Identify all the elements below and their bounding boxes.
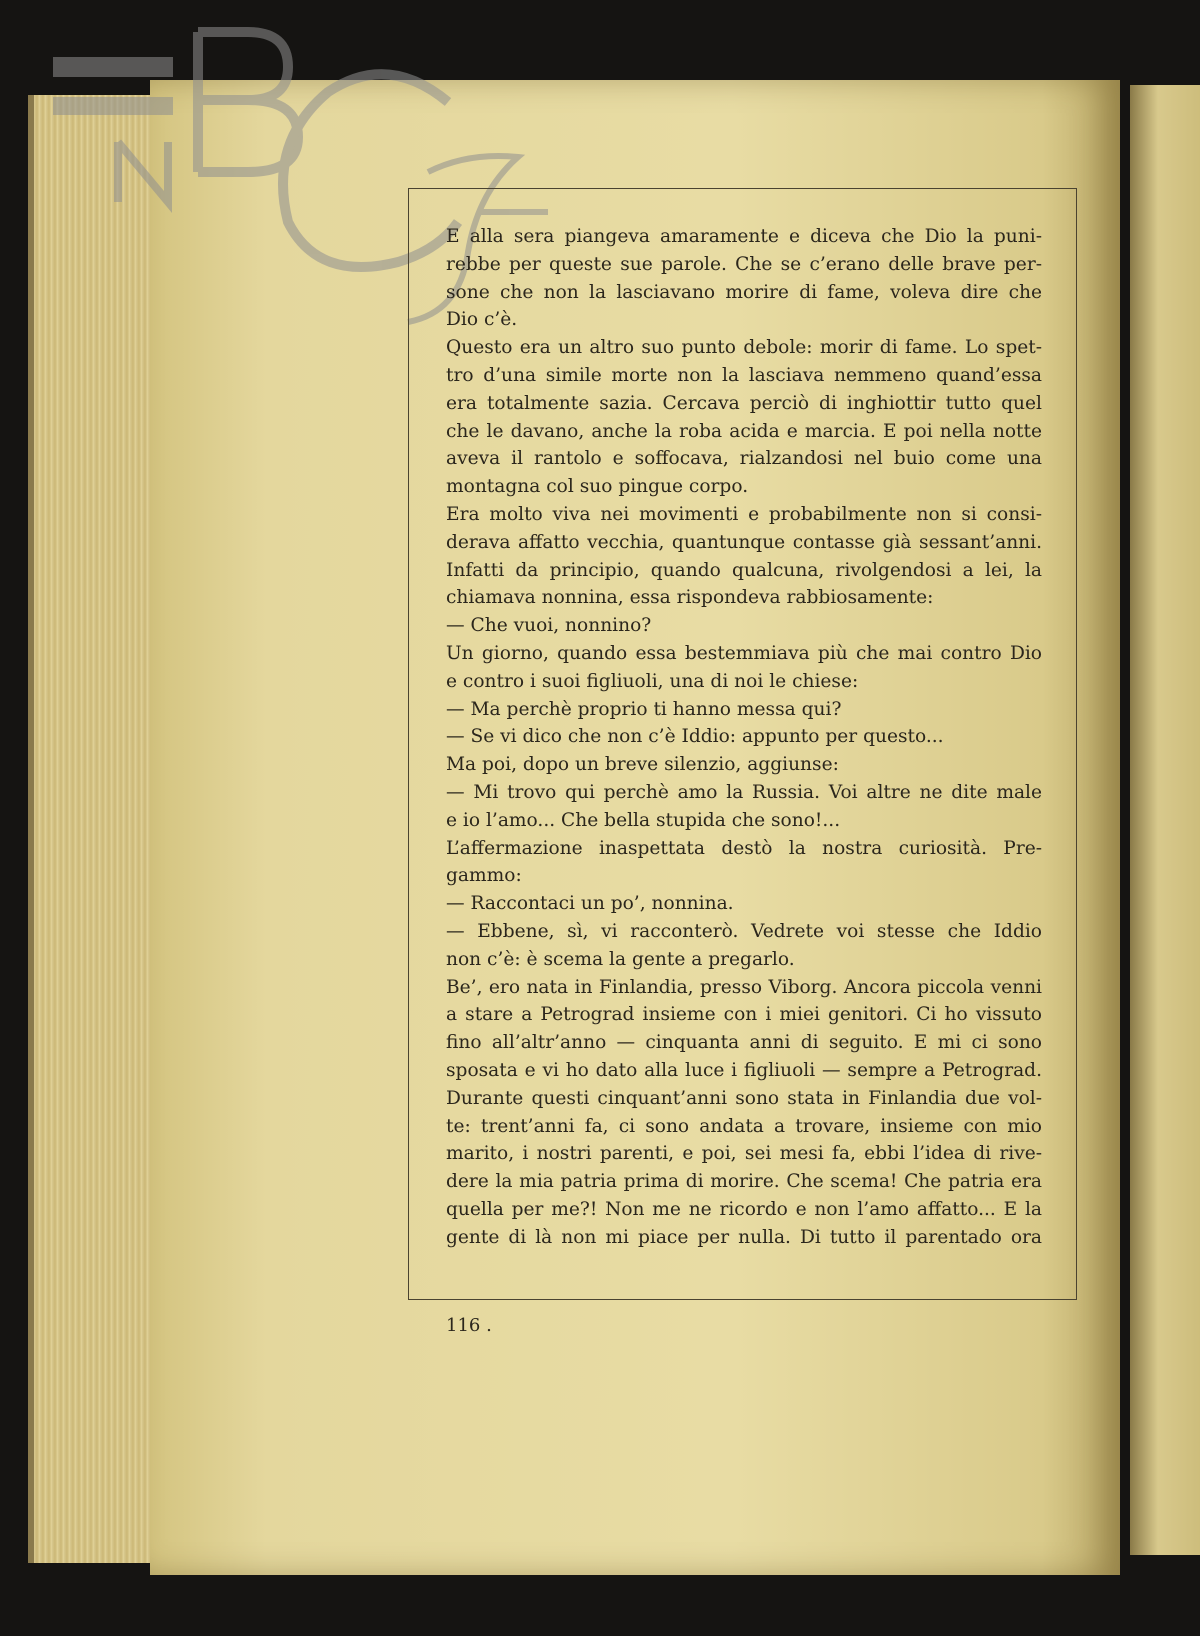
text-line: tro d’una simile morte non la lasciava nemmeno quand’essa xyxy=(446,364,1042,386)
text-line: chiamava nonnina, essa rispondeva rabbiosamente: xyxy=(446,587,934,609)
text-line: non c’è: è scema la gente a pregarlo. xyxy=(446,948,795,970)
text-line: — Ebbene, sì, vi racconterò. Vedrete voi stesse che Iddio xyxy=(446,920,1042,942)
text-line: e contro i suoi figliuoli, una di noi le chiese: xyxy=(446,670,859,692)
text-line: Durante questi cinquant’anni sono stata in Finlandia due vol- xyxy=(446,1087,1042,1109)
text-line: fino all’altr’anno — cinquanta anni di seguito. E mi ci sono xyxy=(446,1032,1042,1054)
text-line: E alla sera piangeva amaramente e diceva che Dio la puni- xyxy=(446,226,1042,247)
text-line: Infatti da principio, quando qualcuna, rivolgendosi a lei, la xyxy=(446,559,1042,581)
text-line: — Se vi dico che non c’è Iddio: appunto per questo... xyxy=(446,726,944,748)
text-line: Questo era un altro suo punto debole: morir di fame. Lo spet- xyxy=(446,337,1042,359)
text-line: — Ma perchè proprio ti hanno messa qui? xyxy=(446,698,842,720)
text-line: gammo: xyxy=(446,865,522,887)
text-line: L’affermazione inaspettata destò la nostra curiosità. Pre- xyxy=(446,837,1042,859)
text-line: Era molto viva nei movimenti e probabilmente non si consi- xyxy=(446,503,1042,525)
text-line: era totalmente sazia. Cercava perciò di inghiottir tutto quel xyxy=(446,392,1042,414)
text-line: montagna col suo pingue corpo. xyxy=(446,476,749,498)
text-line: sone che non la lasciavano morire di fame, voleva dire che xyxy=(446,281,1042,303)
text-line: che le davano, anche la roba acida e marcia. E poi nella notte xyxy=(446,420,1042,442)
text-line: Be’, ero nata in Finlandia, presso Viborg. Ancora piccola venni xyxy=(446,976,1042,998)
text-line: derava affatto vecchia, quantunque contasse già sessant’anni. xyxy=(446,531,1042,553)
text-line: — Che vuoi, nonnino? xyxy=(446,615,652,637)
text-line: — Raccontaci un po’, nonnina. xyxy=(446,893,734,915)
text-line: quella per me?! Non me ne ricordo e non l’amo affatto... E la xyxy=(446,1198,1042,1220)
text-line: Un giorno, quando essa bestemmiava più che mai contro Dio xyxy=(446,642,1042,664)
text-line: sposata e vi ho dato alla luce i figliuoli — sempre a Petrograd. xyxy=(446,1059,1042,1081)
text-line: rebbe per queste sue parole. Che se c’erano delle brave per- xyxy=(446,253,1042,275)
text-line: Dio c’è. xyxy=(446,309,518,331)
next-page-edge xyxy=(1130,85,1200,1555)
text-line: dere la mia patria prima di morire. Che scema! Che patria era xyxy=(446,1171,1042,1193)
text-line: — Mi trovo qui perchè amo la Russia. Voi altre ne dite male xyxy=(446,781,1042,803)
page-body-text xyxy=(446,223,1042,1251)
text-line: marito, i nostri parenti, e poi, sei mesi fa, ebbi l’idea di rive- xyxy=(446,1143,1042,1165)
text-line: gente di là non mi piace per nulla. Di tutto il parentado ora xyxy=(446,1226,1042,1248)
page-number: 116 . xyxy=(446,1315,492,1336)
text-line: Ma poi, dopo un breve silenzio, aggiunse: xyxy=(446,754,839,776)
text-line: aveva il rantolo e soffocava, rialzandosi nel buio come una xyxy=(446,448,1042,470)
text-line: e io l’amo... Che bella stupida che sono!... xyxy=(446,809,841,831)
text-line: te: trent’anni fa, ci sono andata a trovare, insieme con mio xyxy=(446,1115,1042,1137)
text-line: a stare a Petrograd insieme con i miei genitori. Ci ho vissuto xyxy=(446,1004,1042,1026)
